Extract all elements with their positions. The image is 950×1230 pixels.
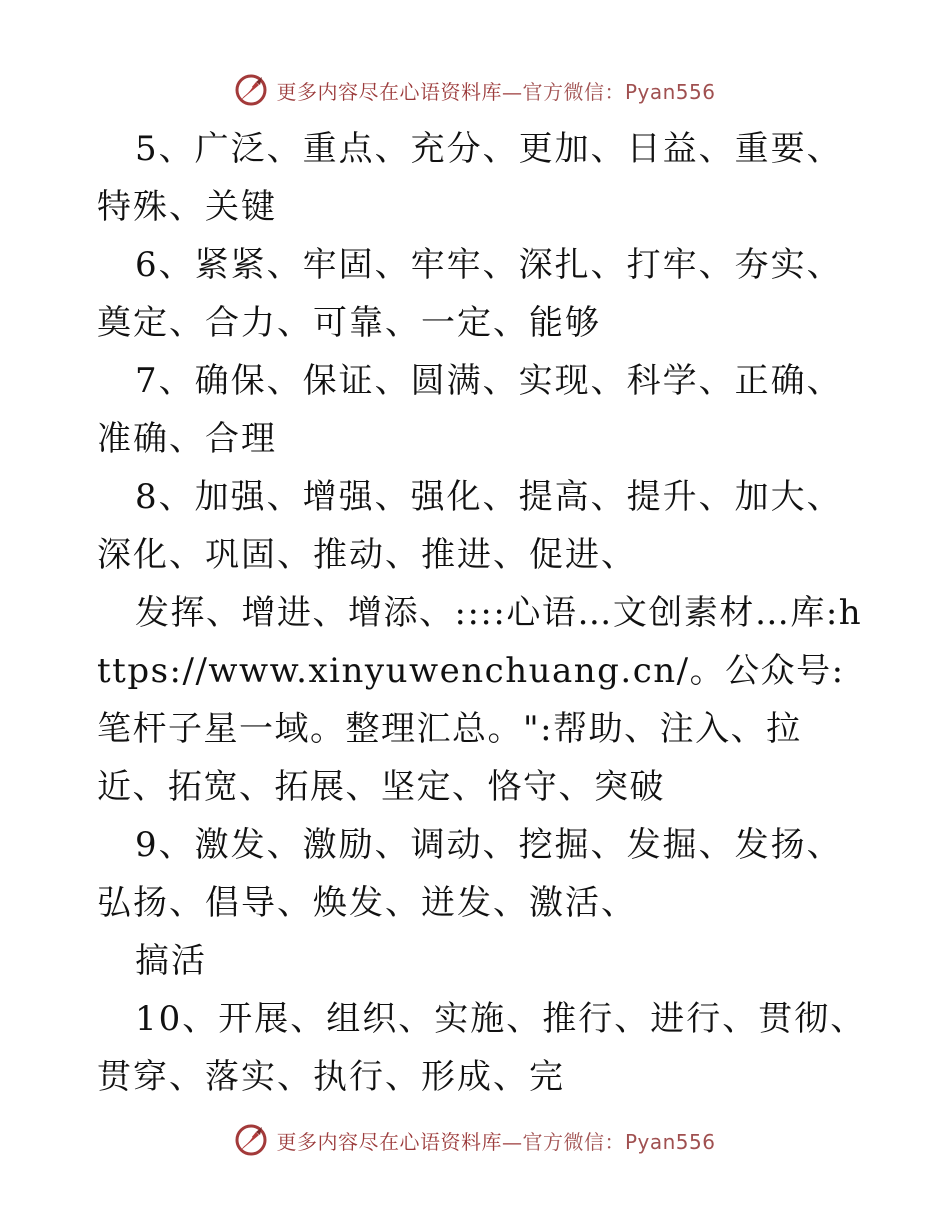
header-banner	[0, 70, 950, 110]
paragraph-8-continued: 发挥、增进、增添、::::心语…文创素材…库:https://www.xinyuwenchuang.cn/。公众号: 笔杆子星一域。整理汇总。":帮助、注入、拉近、拓宽、拓展、坚定、恪守、突破	[97, 593, 863, 807]
footer-banner	[0, 1120, 950, 1160]
banner-text: 更多内容尽在心语资料库—官方微信：Pyan556	[276, 1129, 716, 1154]
paragraph-8: 8、加强、增强、强化、提高、提升、加大、深化、巩固、推动、推进、促进、	[97, 477, 843, 575]
paragraph-9-continued: 搞活	[135, 941, 207, 981]
paragraph-10: 10、开展、组织、实施、推行、进行、贯彻、贯穿、落实、执行、形成、完	[97, 999, 867, 1097]
paragraph-9: 9、激发、激励、调动、挖掘、发掘、发扬、弘扬、倡导、焕发、迸发、激活、	[97, 825, 843, 923]
paragraph-6: 6、紧紧、牢固、牢牢、深扎、打牢、夯实、奠定、合力、可靠、一定、能够	[97, 245, 843, 343]
paragraph-7: 7、确保、保证、圆满、实现、科学、正确、准确、合理	[97, 361, 843, 459]
paragraph-5: 5、广泛、重点、充分、更加、日益、重要、特殊、关键	[97, 129, 843, 227]
banner-text: 更多内容尽在心语资料库—官方微信：Pyan556	[276, 79, 716, 104]
quill-logo-icon	[234, 1123, 268, 1157]
document-body	[97, 120, 867, 1106]
quill-logo-icon	[234, 73, 268, 107]
